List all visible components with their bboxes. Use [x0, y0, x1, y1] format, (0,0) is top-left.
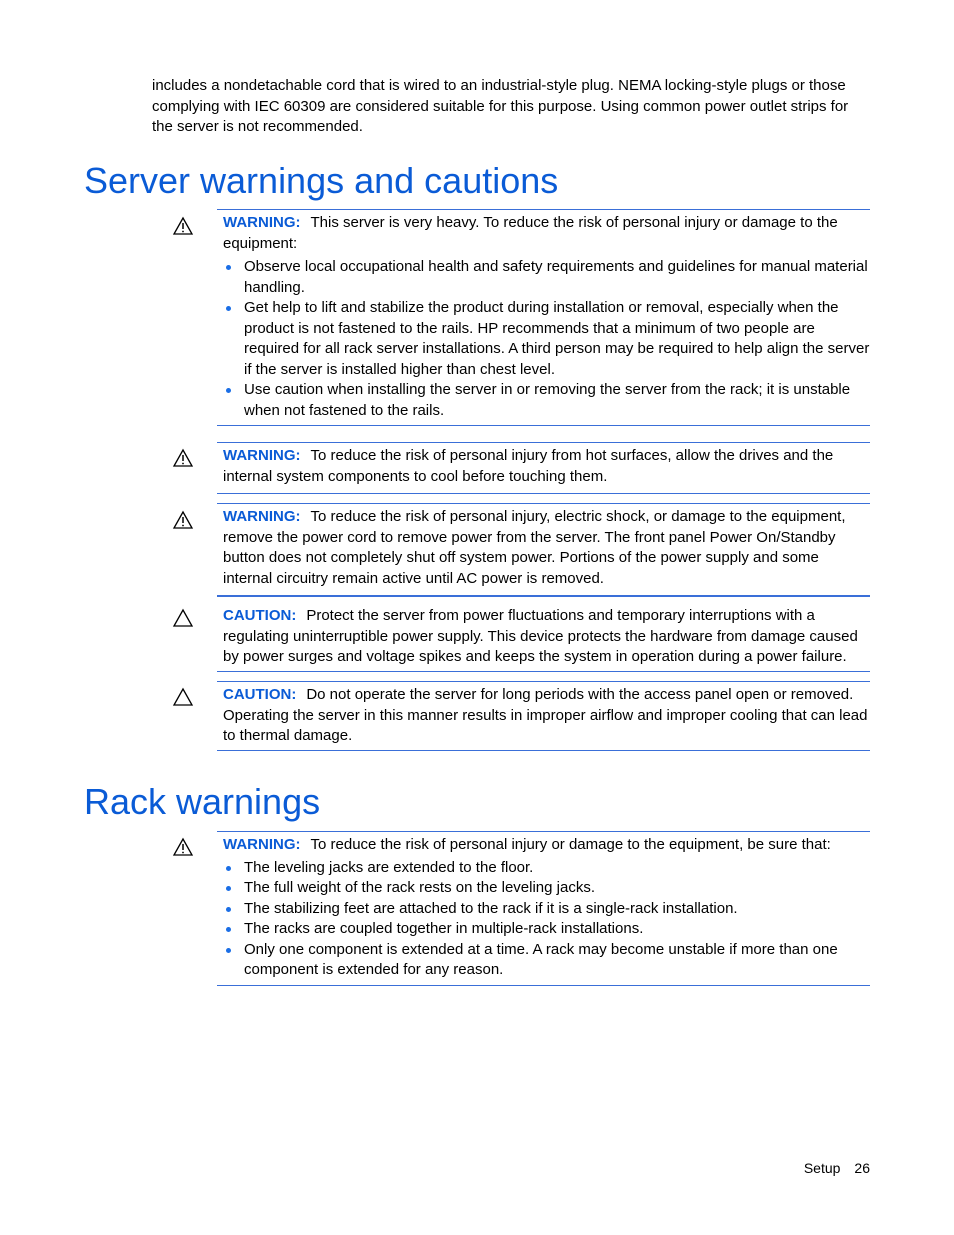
warning-triangle-icon — [172, 216, 194, 236]
caution-note-access-panel — [217, 681, 870, 751]
warning-label: WARNING: — [223, 508, 301, 525]
warning-bullet-list — [223, 257, 870, 421]
caution-label: CAUTION: — [223, 686, 297, 703]
list-item: Only one component is extended at a time. A rack may become unstable if more than one component is extended for any reason. — [223, 940, 870, 981]
caution-note-power-fluctuations — [217, 602, 870, 672]
caution-label: CAUTION: — [223, 607, 297, 624]
caution-text: Protect the server from power fluctuations and temporary interruptions with a regulating uninterruptible power supply. This device protects the hardware from damage caused by power surges and voltage spikes and keeps the system in operation during a power failure. — [223, 607, 858, 665]
warning-note-hot-surfaces — [217, 442, 870, 494]
warning-text: This server is very heavy. To reduce the risk of personal injury or damage to the equipment: — [223, 214, 838, 252]
warning-triangle-icon — [172, 510, 194, 530]
warning-triangle-icon — [172, 448, 194, 468]
warning-note-heavy — [217, 209, 870, 426]
list-item: The leveling jacks are extended to the floor. — [223, 858, 870, 879]
warning-note-power-cord — [217, 503, 870, 597]
warning-bullet-list — [223, 858, 870, 981]
caution-triangle-icon — [172, 608, 194, 628]
warning-label: WARNING: — [223, 214, 301, 231]
page-footer — [804, 1158, 870, 1179]
footer-section: Setup — [803, 1160, 841, 1176]
warning-label: WARNING: — [223, 836, 301, 853]
list-item: The stabilizing feet are attached to the rack if it is a single-rack installation. — [223, 899, 870, 920]
caution-triangle-icon — [172, 687, 194, 707]
warning-triangle-icon — [172, 837, 194, 857]
list-item: Observe local occupational health and safety requirements and guidelines for manual material handling. — [223, 257, 870, 298]
warning-text: To reduce the risk of personal injury or damage to the equipment, be sure that: — [310, 836, 831, 853]
warning-text: To reduce the risk of personal injury from hot surfaces, allow the drives and the internal system components to cool before touching them. — [223, 447, 834, 485]
warning-note-rack-stability — [217, 831, 870, 986]
intro-paragraph: includes a nondetachable cord that is wired to an industrial-style plug. NEMA locking-style plugs or those complying with IEC 60309 are considered suitable for this purpose. Using common power outlet strips for the server is not recommended. — [152, 77, 849, 135]
list-item: Get help to lift and stabilize the product during installation or removal, especially when the product is not fastened to the rails. HP recommends that a minimum of two people are required for all rack server installations. A third person may be required to help align the server if the server is installed higher than chest level. — [223, 298, 870, 380]
page-number: 26 — [854, 1160, 870, 1176]
caution-text: Do not operate the server for long periods with the access panel open or removed. Operating the server in this manner results in improper airflow and improper cooling that can lead to thermal damage. — [223, 686, 868, 744]
list-item: Use caution when installing the server in or removing the server from the rack; it is unstable when not fastened to the rails. — [223, 380, 870, 421]
warning-text: To reduce the risk of personal injury, electric shock, or damage to the equipment, remove the power cord to remove power from the server. The front panel Power On/Standby button does not completely shut off system power. Portions of the power supply and some internal circuitry remain active until AC power is removed. — [223, 508, 846, 587]
list-item: The racks are coupled together in multiple-rack installations. — [223, 919, 870, 940]
warning-label: WARNING: — [223, 447, 301, 464]
section-title-server-warnings: Server warnings and cautions — [84, 160, 559, 201]
list-item: The full weight of the rack rests on the leveling jacks. — [223, 878, 870, 899]
section-title-rack-warnings: Rack warnings — [84, 781, 321, 822]
